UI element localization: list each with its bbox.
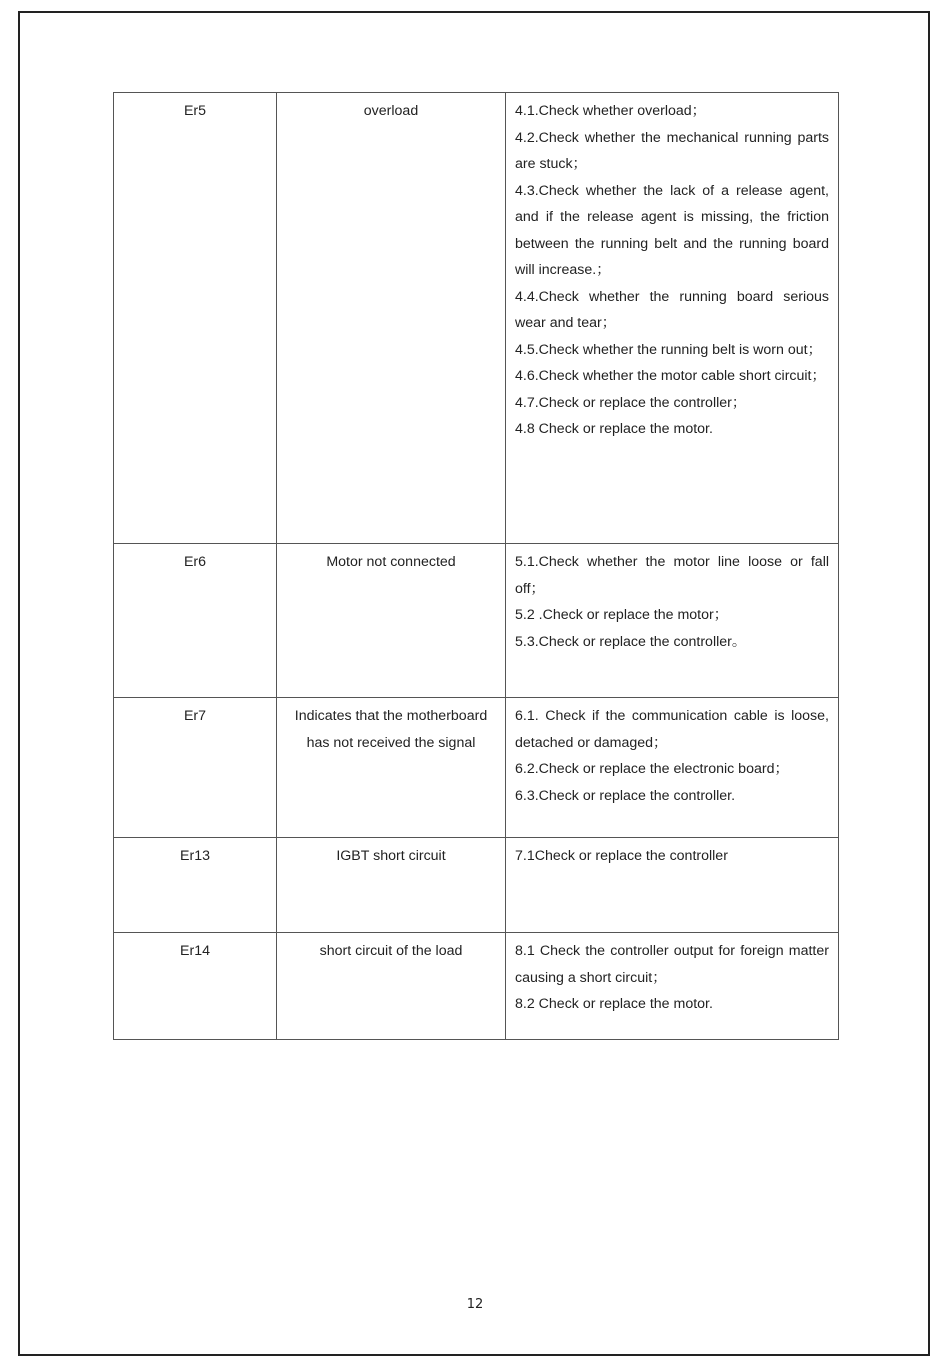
troubleshooting-steps-cell [506,933,839,1040]
troubleshooting-step: 6.1. Check if the communication cable is loose, detached or damaged； [515,708,829,751]
troubleshooting-step: 4.3.Check whether the lack of a release agent, and if the release agent is missing, the friction between the running belt and the running board will increase.； [515,182,829,278]
table-row [114,838,839,933]
troubleshooting-step: 8.2 Check or replace the motor. [515,996,713,1012]
error-description-cell: Indicates that the motherboard has not received the signal [277,698,506,838]
troubleshooting-steps-cell [506,544,839,698]
troubleshooting-step: 4.2.Check whether the mechanical running parts are stuck； [515,129,829,172]
troubleshooting-step: 5.2 .Check or replace the motor； [515,607,728,623]
error-code-cell: Er7 [114,698,277,838]
troubleshooting-step: 6.3.Check or replace the controller. [515,787,736,804]
error-code-table [113,92,839,1040]
troubleshooting-step: 4.1.Check whether overload； [515,103,706,119]
troubleshooting-step: 4.6.Check whether the motor cable short circuit； [515,368,826,384]
troubleshooting-step: 4.8 Check or replace the motor. [515,421,713,437]
troubleshooting-step: 5.3.Check or replace the controller。 [515,633,747,650]
error-description-cell: overload [277,93,506,544]
troubleshooting-step: 4.7.Check or replace the controller； [515,394,747,411]
error-code-cell: Er6 [114,544,277,698]
troubleshooting-step: 4.4.Check whether the running board serious wear and tear； [515,288,829,331]
troubleshooting-steps-cell [506,93,839,544]
troubleshooting-steps-cell [506,838,839,933]
error-code-cell: Er14 [114,933,277,1040]
page-number: 12 [466,1297,484,1312]
table-row [114,698,839,838]
troubleshooting-step: 8.1 Check the controller output for foreign matter causing a short circuit； [515,943,829,986]
table-row [114,544,839,698]
error-description-cell: short circuit of the load [277,933,506,1040]
troubleshooting-step: 5.1.Check whether the motor line loose or fall off； [515,554,829,597]
troubleshooting-step: 7.1Check or replace the controller [515,848,728,864]
troubleshooting-steps-cell [506,698,839,838]
error-code-cell: Er5 [114,93,277,544]
error-code-cell: Er13 [114,838,277,933]
table-row [114,933,839,1040]
error-description-cell: Motor not connected [277,544,506,698]
troubleshooting-step: 6.2.Check or replace the electronic board； [515,761,789,777]
error-description-cell: IGBT short circuit [277,838,506,933]
table-row [114,93,839,544]
troubleshooting-step: 4.5.Check whether the running belt is worn out； [515,341,822,358]
